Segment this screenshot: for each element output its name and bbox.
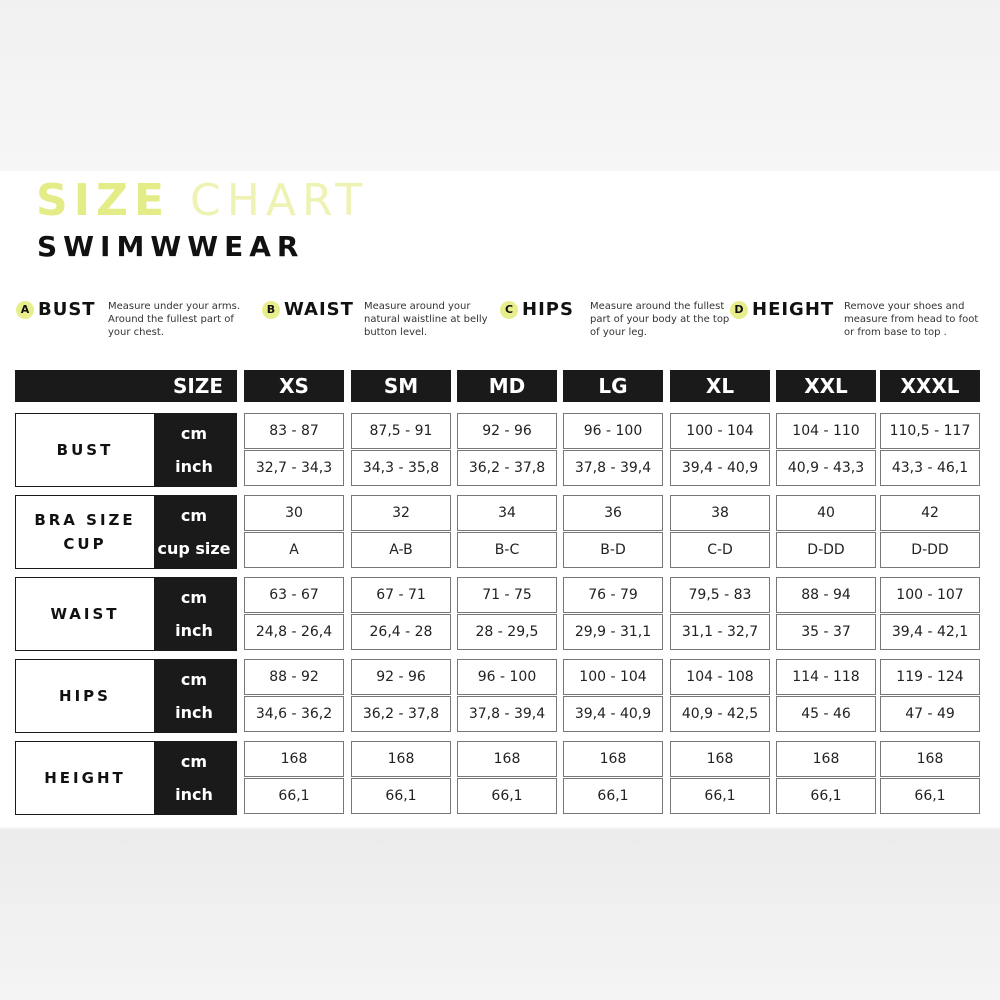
legend-badge: D <box>730 301 748 319</box>
row-label-line: HEIGHT <box>44 769 126 787</box>
table-cell: B-D <box>563 532 663 568</box>
table-cell: A <box>244 532 344 568</box>
legend-description: Measure under your arms. Around the fullest part of your chest. <box>108 301 241 338</box>
size-column-sm: SM <box>351 370 451 402</box>
unit-box <box>155 495 237 569</box>
table-cell: 88 - 94 <box>776 577 876 613</box>
row-label-line: CUP <box>63 535 107 553</box>
table-cell: 31,1 - 32,7 <box>670 614 770 650</box>
table-cell: 42 <box>880 495 980 531</box>
legend-badge: A <box>16 301 34 319</box>
table-cell: 168 <box>670 741 770 777</box>
table-cell: 39,4 - 42,1 <box>880 614 980 650</box>
table-cell: 96 - 100 <box>457 659 557 695</box>
table-cell: 110,5 - 117 <box>880 413 980 449</box>
table-cell: 29,9 - 31,1 <box>563 614 663 650</box>
table-cell: 92 - 96 <box>457 413 557 449</box>
unit-box <box>155 659 237 733</box>
table-cell: 92 - 96 <box>351 659 451 695</box>
unit-label: inch <box>175 785 213 804</box>
table-cell: 36,2 - 37,8 <box>457 450 557 486</box>
title-word-size: SIZE <box>36 175 171 226</box>
table-cell: 100 - 104 <box>670 413 770 449</box>
row-label-height <box>15 741 155 815</box>
table-cell: 24,8 - 26,4 <box>244 614 344 650</box>
unit-label: cm <box>180 588 208 607</box>
table-cell: B-C <box>457 532 557 568</box>
table-cell: 168 <box>880 741 980 777</box>
table-cell: 67 - 71 <box>351 577 451 613</box>
table-cell: 40,9 - 43,3 <box>776 450 876 486</box>
legend-description: Measure around your natural waistline at belly button level. <box>364 301 488 338</box>
unit-box <box>155 577 237 651</box>
table-cell: 40,9 - 42,5 <box>670 696 770 732</box>
table-cell: 32,7 - 34,3 <box>244 450 344 486</box>
table-cell: 34 <box>457 495 557 531</box>
table-cell: 36,2 - 37,8 <box>351 696 451 732</box>
row-label-line: HIPS <box>59 687 111 705</box>
row-label-waist <box>15 577 155 651</box>
table-cell: 34,6 - 36,2 <box>244 696 344 732</box>
table-cell: 37,8 - 39,4 <box>563 450 663 486</box>
table-cell: 83 - 87 <box>244 413 344 449</box>
table-cell: 87,5 - 91 <box>351 413 451 449</box>
table-cell: 28 - 29,5 <box>457 614 557 650</box>
table-cell: D-DD <box>880 532 980 568</box>
table-cell: 30 <box>244 495 344 531</box>
table-cell: 66,1 <box>776 778 876 814</box>
table-cell: 168 <box>776 741 876 777</box>
table-cell: 35 - 37 <box>776 614 876 650</box>
unit-label: cm <box>180 752 208 771</box>
legend-badge: B <box>262 301 280 319</box>
unit-label: inch <box>175 621 213 640</box>
size-column-xxl: XXL <box>776 370 876 402</box>
table-cell: 47 - 49 <box>880 696 980 732</box>
row-label-hips <box>15 659 155 733</box>
table-cell: 168 <box>351 741 451 777</box>
table-cell: 45 - 46 <box>776 696 876 732</box>
table-cell: C-D <box>670 532 770 568</box>
table-cell: 32 <box>351 495 451 531</box>
title-word-chart: CHART <box>190 175 369 226</box>
size-column-md: MD <box>457 370 557 402</box>
table-cell: 66,1 <box>244 778 344 814</box>
unit-box <box>155 413 237 487</box>
table-cell: D-DD <box>776 532 876 568</box>
table-cell: 100 - 104 <box>563 659 663 695</box>
table-cell: 79,5 - 83 <box>670 577 770 613</box>
unit-label: inch <box>175 703 213 722</box>
table-cell: 71 - 75 <box>457 577 557 613</box>
table-cell: A-B <box>351 532 451 568</box>
legend-badge: C <box>500 301 518 319</box>
size-header: SIZE <box>15 370 237 402</box>
table-cell: 66,1 <box>457 778 557 814</box>
unit-label: cm <box>180 424 208 443</box>
page-title <box>36 176 368 226</box>
table-cell: 63 - 67 <box>244 577 344 613</box>
row-label-text <box>16 602 154 626</box>
table-cell: 168 <box>563 741 663 777</box>
table-cell: 43,3 - 46,1 <box>880 450 980 486</box>
table-cell: 38 <box>670 495 770 531</box>
table-cell: 114 - 118 <box>776 659 876 695</box>
table-cell: 104 - 110 <box>776 413 876 449</box>
table-cell: 168 <box>244 741 344 777</box>
legend-title: HEIGHT <box>752 299 835 320</box>
table-cell: 66,1 <box>880 778 980 814</box>
table-cell: 36 <box>563 495 663 531</box>
table-cell: 76 - 79 <box>563 577 663 613</box>
row-label-bust <box>15 413 155 487</box>
table-cell: 26,4 - 28 <box>351 614 451 650</box>
row-label-line: BUST <box>56 441 114 459</box>
table-cell: 100 - 107 <box>880 577 980 613</box>
table-cell: 104 - 108 <box>670 659 770 695</box>
legend-title: BUST <box>38 299 96 320</box>
legend-title: WAIST <box>284 299 354 320</box>
row-label-line: WAIST <box>50 605 120 623</box>
table-cell: 66,1 <box>670 778 770 814</box>
legend-title: HIPS <box>522 299 574 320</box>
unit-box <box>155 741 237 815</box>
table-cell: 119 - 124 <box>880 659 980 695</box>
unit-label: cm <box>180 670 208 689</box>
legend-description: Remove your shoes and measure from head to foot or from base to top . <box>844 301 979 338</box>
unit-label: cm <box>180 506 208 525</box>
row-label-bra-size-cup <box>15 495 155 569</box>
size-column-xl: XL <box>670 370 770 402</box>
table-cell: 168 <box>457 741 557 777</box>
table-cell: 34,3 - 35,8 <box>351 450 451 486</box>
table-cell: 37,8 - 39,4 <box>457 696 557 732</box>
unit-label: cup size <box>157 539 231 558</box>
table-cell: 66,1 <box>563 778 663 814</box>
table-cell: 66,1 <box>351 778 451 814</box>
table-cell: 88 - 92 <box>244 659 344 695</box>
table-cell: 96 - 100 <box>563 413 663 449</box>
row-label-text <box>16 438 154 462</box>
legend-description: Measure around the fullest part of your body at the top of your leg. <box>590 301 730 338</box>
size-column-xs: XS <box>244 370 344 402</box>
row-label-text <box>16 766 154 790</box>
size-column-lg: LG <box>563 370 663 402</box>
row-label-text <box>16 684 154 708</box>
table-cell: 39,4 - 40,9 <box>670 450 770 486</box>
size-column-xxxl: XXXL <box>880 370 980 402</box>
unit-label: inch <box>175 457 213 476</box>
row-label-text <box>16 508 154 556</box>
row-label-line: BRA SIZE <box>34 511 136 529</box>
table-cell: 40 <box>776 495 876 531</box>
table-cell: 39,4 - 40,9 <box>563 696 663 732</box>
page-subtitle: SWIMWWEAR <box>37 230 305 263</box>
